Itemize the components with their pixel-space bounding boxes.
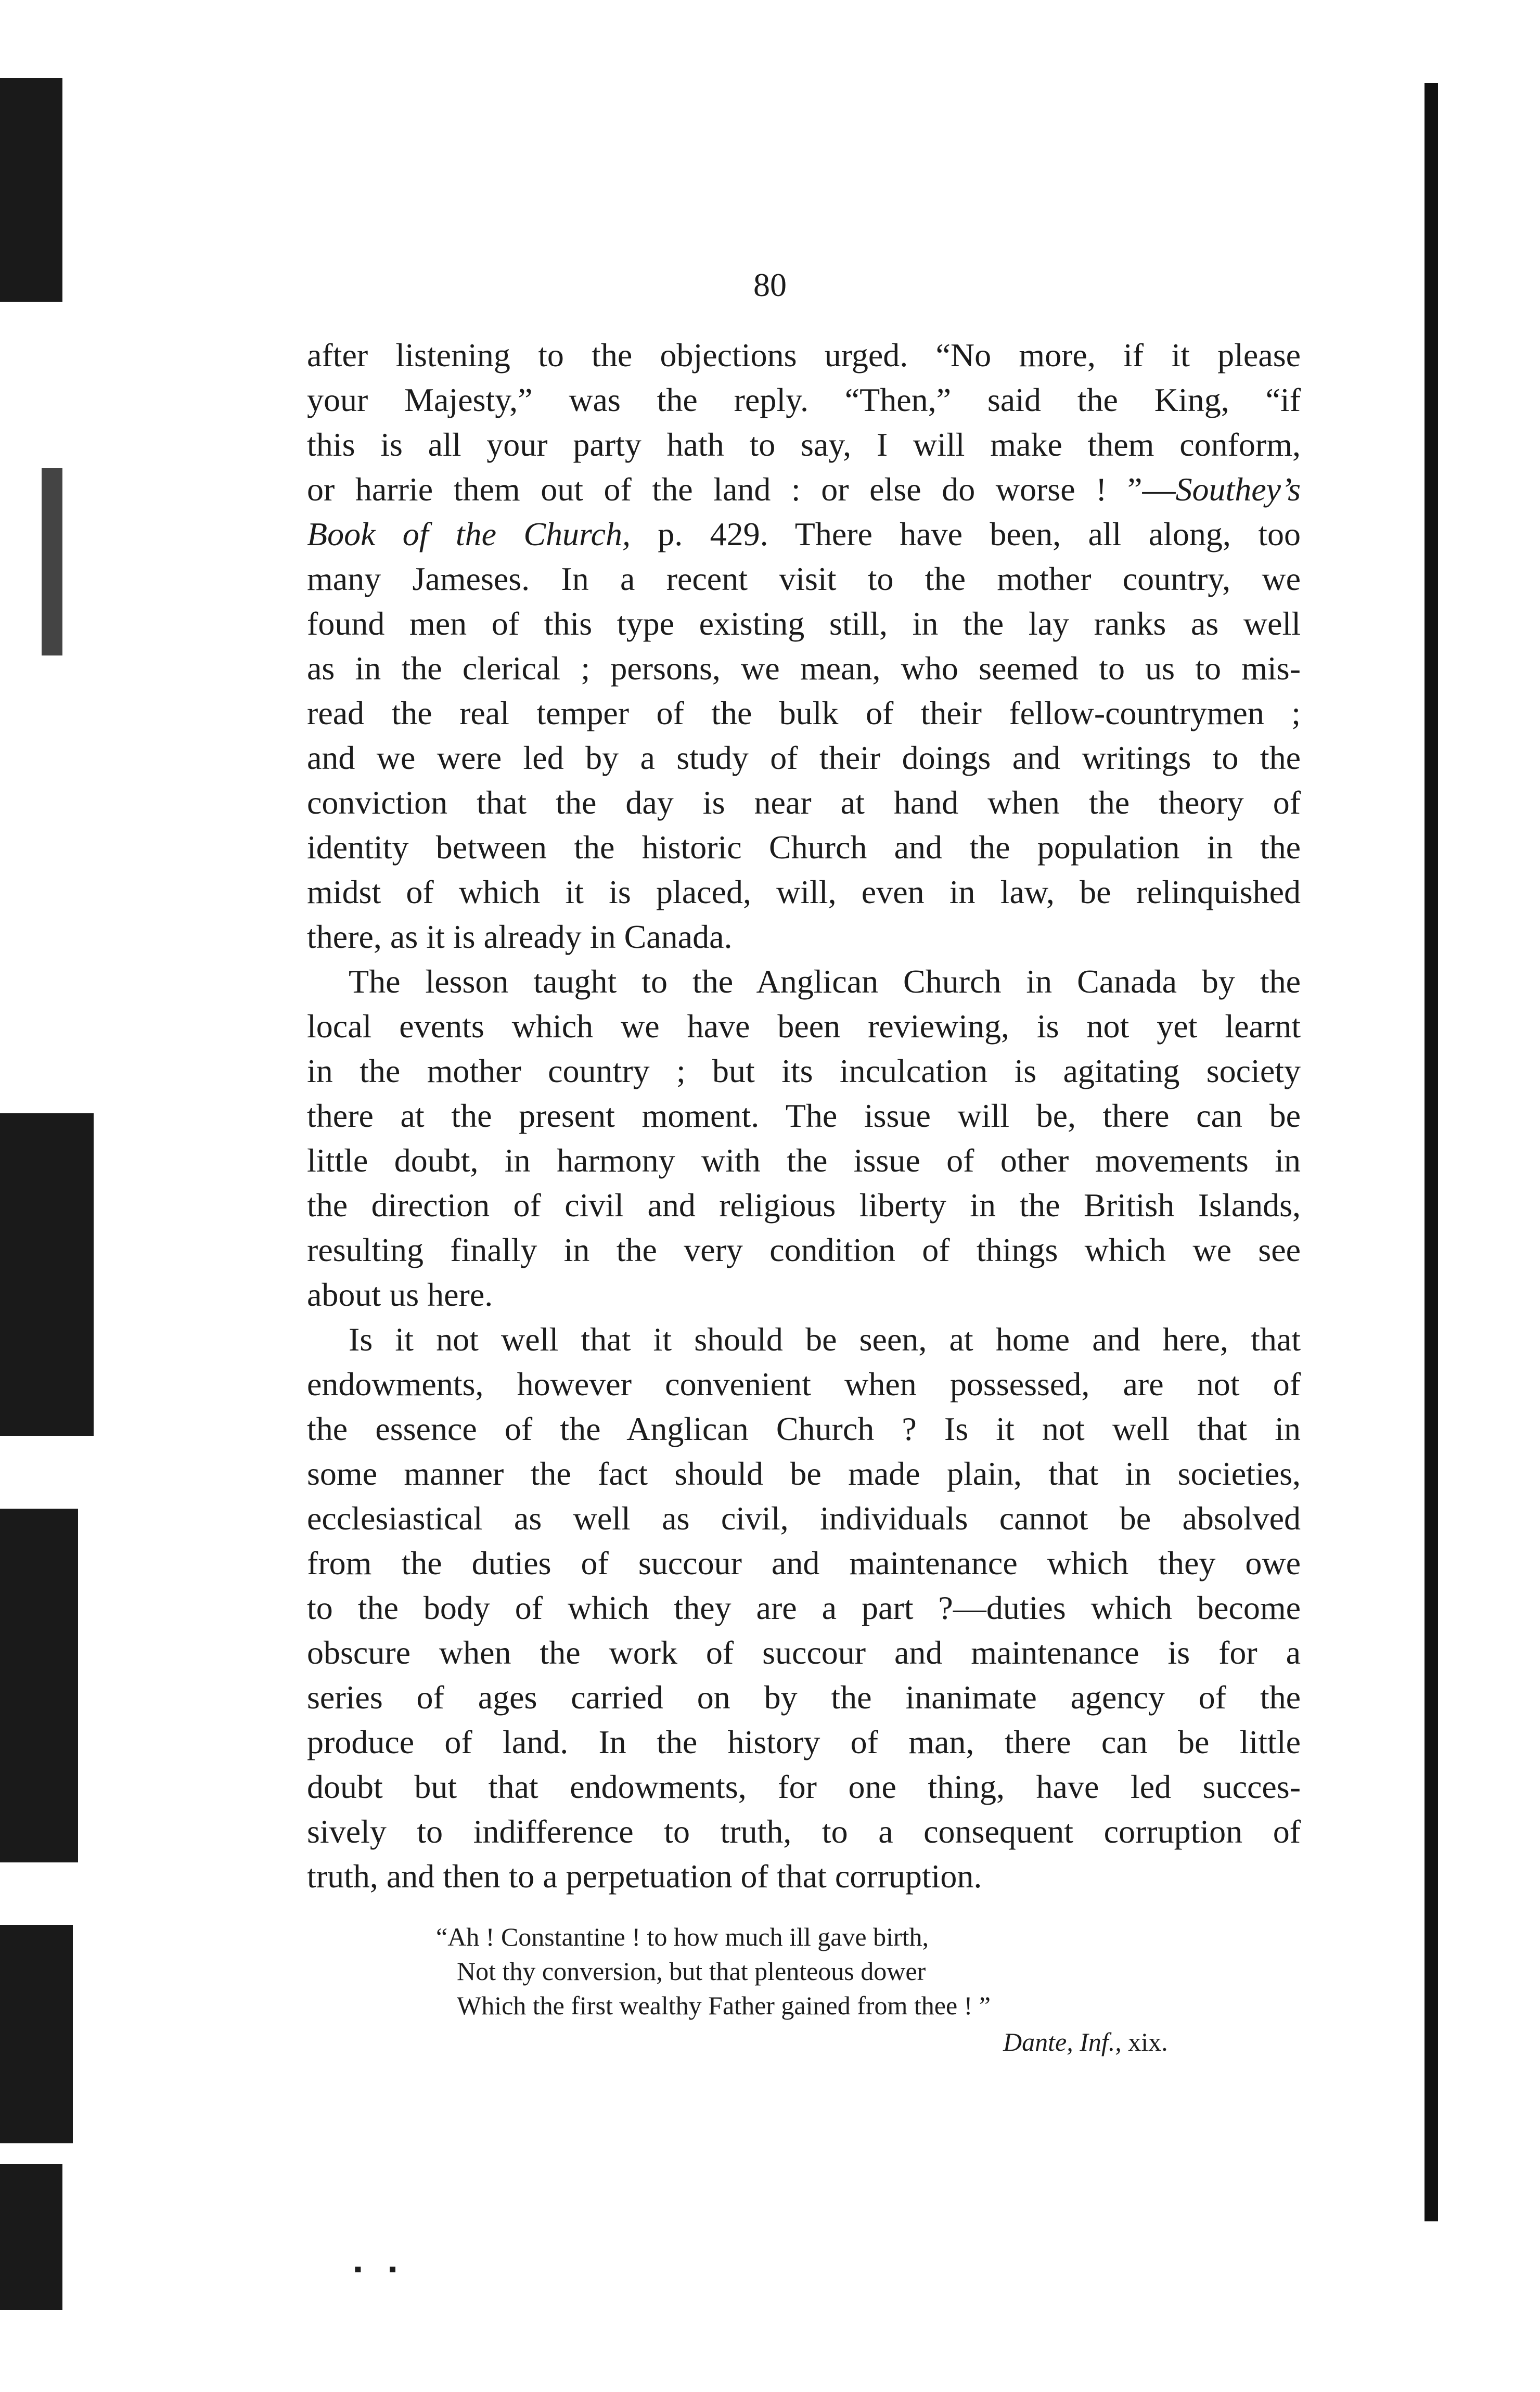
text-line: found men of this type existing still, in the lay ranks as well xyxy=(307,605,1301,642)
text-line: as in the clerical ; persons, we mean, who seemed to us to mis- xyxy=(307,650,1301,687)
binding-shadow-middle xyxy=(0,1113,94,1436)
verse-quotation xyxy=(436,1920,1216,2023)
quote-attribution xyxy=(1003,2025,1168,2059)
page-number: 80 xyxy=(753,266,787,303)
text-line: sively to indifference to truth, to a consequent corruption of xyxy=(307,1813,1301,1850)
text-line: resulting finally in the very condition of things which we see xyxy=(307,1231,1301,1268)
quote-line: Which the first wealthy Father gained from thee ! ” xyxy=(457,1991,991,2020)
text-line: many Jameses. In a recent visit to the mother country, we xyxy=(307,560,1301,597)
text-line: about us here. xyxy=(307,1276,493,1313)
binding-marks-upper xyxy=(42,468,62,655)
attribution-author: Dante, xyxy=(1003,2027,1073,2056)
right-edge-rule xyxy=(1424,83,1438,2221)
text-line: truth, and then to a perpetuation of that corruption. xyxy=(307,1858,982,1895)
text-line: from the duties of succour and maintenance which they owe xyxy=(307,1545,1301,1581)
text-line: some manner the fact should be made plain, that in societies, xyxy=(307,1455,1301,1492)
paragraph-start: Is it not well that it should be seen, at home and here, that xyxy=(349,1321,1301,1358)
text-line: little doubt, in harmony with the issue of other movements in xyxy=(307,1142,1301,1179)
text-line: after listening to the objections urged. “No more, if it please xyxy=(307,337,1301,374)
text-line: endowments, however convenient when possessed, are not of xyxy=(307,1366,1301,1403)
text-line: series of ages carried on by the inanimate agency of the xyxy=(307,1679,1301,1716)
binding-shadow-lower xyxy=(0,1509,78,1862)
text-line: and we were led by a study of their doings and writings to the xyxy=(307,739,1301,776)
paragraph-start: The lesson taught to the Anglican Church in Canada by the xyxy=(349,963,1301,1000)
binding-shadow-bottom-1 xyxy=(0,1925,73,2143)
text-line: the direction of civil and religious liberty in the British Islands, xyxy=(307,1187,1301,1224)
text-line: in the mother country ; but its inculcation is agitating society xyxy=(307,1052,1301,1089)
text-line: local events which we have been reviewing, is not yet learnt xyxy=(307,1008,1301,1045)
text-line-book-citation xyxy=(307,512,1301,557)
body-text xyxy=(307,333,1301,1899)
text-line: conviction that the day is near at hand when the theory of xyxy=(307,784,1301,821)
text-line: read the real temper of the bulk of their fellow-countrymen ; xyxy=(307,695,1301,731)
text-line: produce of land. In the history of man, there can be little xyxy=(307,1724,1301,1760)
quote-line: “Ah ! Constantine ! to how much ill gave birth, xyxy=(436,1922,929,1951)
citation-title: Book of the Church, xyxy=(307,516,631,552)
citation-author: Southey’s xyxy=(1175,471,1301,508)
text-line: doubt but that endowments, for one thing, have led succes- xyxy=(307,1768,1301,1805)
text-line: to the body of which they are a part ?—duties which become xyxy=(307,1589,1301,1626)
text-line: identity between the historic Church and the population in the xyxy=(307,829,1301,866)
text-line: there, as it is already in Canada. xyxy=(307,918,733,955)
text-line: midst of which it is placed, will, even in law, be relinquished xyxy=(307,873,1301,910)
text-line-part: or harrie them out of the land : or else do worse ! ”— xyxy=(307,471,1176,508)
text-line-with-citation xyxy=(307,467,1301,512)
attribution-work: Inf., xyxy=(1080,2027,1122,2056)
text-line: this is all your party hath to say, I will make them conform, xyxy=(307,426,1301,463)
printer-marks: ▪ ▪ xyxy=(354,2256,407,2282)
binding-shadow-bottom-2 xyxy=(0,2164,62,2310)
quote-line: Not thy conversion, but that plenteous dower xyxy=(457,1957,926,1986)
text-line: there at the present moment. The issue will be, there can be xyxy=(307,1097,1301,1134)
text-line: your Majesty,” was the reply. “Then,” said the King, “if xyxy=(307,381,1301,418)
text-line: ecclesiastical as well as civil, individuals cannot be absolved xyxy=(307,1500,1301,1537)
attribution-canto: xix. xyxy=(1128,2027,1168,2056)
text-line: obscure when the work of succour and maintenance is for a xyxy=(307,1634,1301,1671)
text-line: the essence of the Anglican Church ? Is it not well that in xyxy=(307,1410,1301,1447)
text-line-part: p. 429. There have been, all along, too xyxy=(631,516,1301,552)
